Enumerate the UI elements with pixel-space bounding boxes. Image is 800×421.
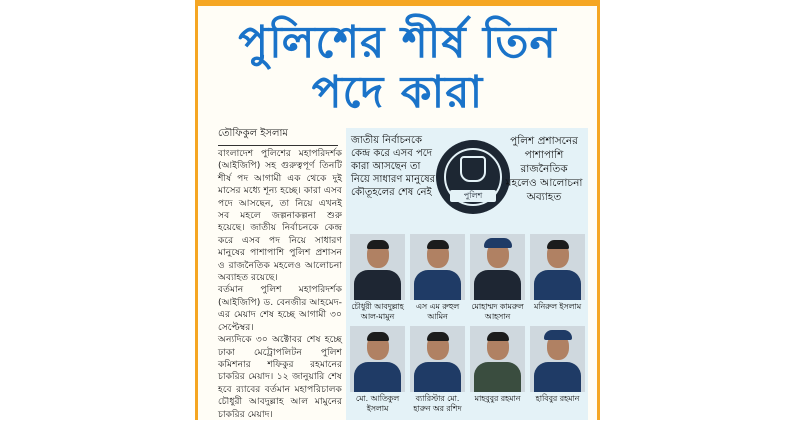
panel-caption-left: জাতীয় নির্বাচনকে কেন্দ্র করে এসব পদে কারা আসছেন তা নিয়ে সাধারণ মানুষের কৌতূহলের শেষ নেই bbox=[351, 135, 436, 198]
officer-card bbox=[410, 326, 465, 414]
officer-hair bbox=[367, 240, 389, 249]
top-accent-strip bbox=[198, 0, 597, 6]
officer-cap bbox=[484, 238, 512, 248]
officer-uniform bbox=[354, 362, 401, 392]
officer-photo bbox=[410, 234, 465, 300]
officer-name: মনিরুল ইসলাম bbox=[533, 302, 582, 311]
officer-photo bbox=[350, 326, 405, 392]
officer-name: মোহাম্মদ কামরুল আহসান bbox=[471, 302, 524, 321]
panel-caption-right: পুলিশ প্রশাসনের পাশাপাশি রাজনৈতিক মহলেও আলোচনা অব্যাহত bbox=[505, 135, 583, 203]
officer-photo bbox=[410, 326, 465, 392]
officer-card bbox=[530, 326, 585, 404]
officer-cap bbox=[544, 330, 572, 340]
officer-card bbox=[470, 326, 525, 404]
newspaper-clipping bbox=[195, 0, 600, 420]
officer-photo bbox=[530, 234, 585, 300]
officer-name: এস এম রুহুল আমিন bbox=[415, 302, 460, 321]
officers-panel bbox=[346, 128, 588, 420]
byline: তৌফিকুল ইসলাম bbox=[218, 126, 338, 146]
emblem-crown-icon bbox=[460, 156, 486, 182]
officer-hair bbox=[427, 332, 449, 341]
officer-uniform bbox=[354, 270, 401, 300]
officer-name: চৌধুরী আবদুল্লাহ আল-মামুন bbox=[351, 302, 404, 321]
officer-hair bbox=[427, 240, 449, 249]
emblem-ribbon: পুলিশ bbox=[450, 190, 496, 202]
officer-photo bbox=[470, 326, 525, 392]
officer-card bbox=[530, 234, 585, 312]
officer-name: মাহবুবুর রহমান bbox=[474, 394, 521, 403]
officer-photo bbox=[470, 234, 525, 300]
officer-uniform bbox=[474, 362, 521, 392]
officer-name: হাবিবুর রহমান bbox=[535, 394, 580, 403]
officer-hair bbox=[547, 240, 569, 249]
officer-uniform bbox=[534, 362, 581, 392]
officer-uniform bbox=[534, 270, 581, 300]
officer-name: ব্যারিস্টার মো. হারুন অর রশিদ bbox=[413, 394, 462, 413]
headline: পুলিশের শীর্ষ তিন পদে কারা bbox=[238, 17, 557, 118]
officer-name: মো. আতিকুল ইসলাম bbox=[355, 394, 400, 413]
officer-card bbox=[470, 234, 525, 322]
officer-uniform bbox=[474, 270, 521, 300]
officer-photo bbox=[530, 326, 585, 392]
article-paragraph: বাংলাদেশ পুলিশের মহাপরিদর্শক (আইজিপি) সহ গুরুত্বপূর্ণ তিনটি শীর্ষ পদ আগামী এক থেকে দুই মাসের মধ্যে শূন্য হচ্ছে। কারা এসব পদে আসছেন, তা নিয়ে এখনই সব মহলে জল্পনাকল্পনা শুরু হয়েছে। জাতীয় নির্বাচনকে কেন্দ্র করে এসব পদ নিয়ে সাধারণ মানুষের পাশাপাশি পুলিশ প্রশাসন ও রাজনৈতিক মহলেও আলোচনা অব্যাহত রয়েছে। bbox=[218, 148, 342, 284]
article-paragraph: অন্যদিকে ৩০ অক্টোবর শেষ হচ্ছে ঢাকা মেট্রোপলিটন পুলিশ কমিশনার শফিকুর রহমানের চাকরির মেয়াদ। ১২ জানুয়ারি শেষ হবে র‍্যাবের বর্তমান মহাপরিচালক চৌধুরী আবদুল্লাহ আল মামুনের চাকরির মেয়াদ। bbox=[218, 334, 342, 420]
officer-uniform bbox=[414, 362, 461, 392]
police-emblem-icon bbox=[436, 140, 510, 214]
officer-card bbox=[350, 326, 405, 414]
officer-hair bbox=[367, 332, 389, 341]
article-paragraph: বর্তমান পুলিশ মহাপরিদর্শক (আইজিপি) ড. বেনজীর আহমেদ-এর মেয়াদ শেষ হচ্ছে আগামী ৩০ সেপ্টেম্বর। bbox=[218, 284, 342, 333]
officer-uniform bbox=[414, 270, 461, 300]
officer-card bbox=[350, 234, 405, 322]
officer-hair bbox=[487, 332, 509, 341]
article-body bbox=[218, 148, 342, 421]
officer-photo bbox=[350, 234, 405, 300]
officer-card bbox=[410, 234, 465, 322]
